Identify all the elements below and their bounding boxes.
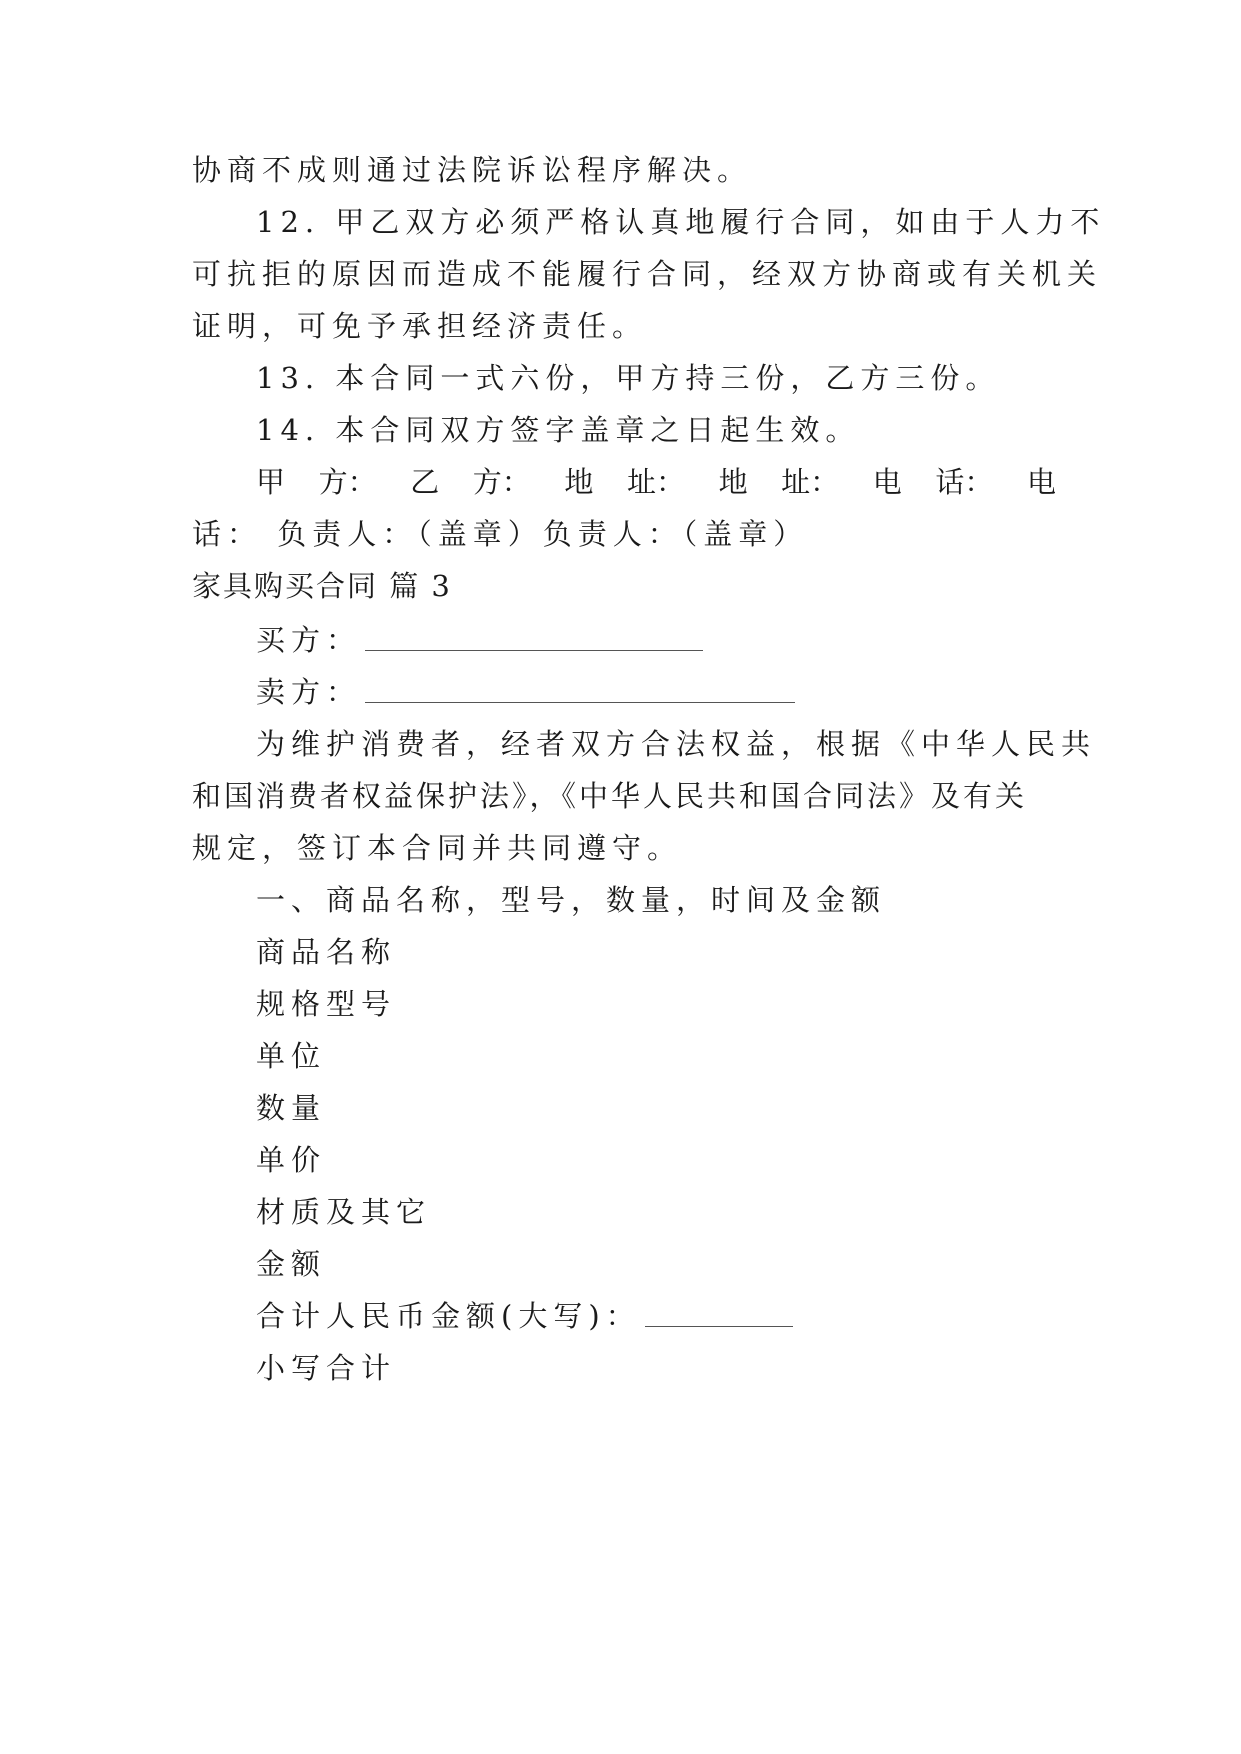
sign-token: 电	[1026, 465, 1056, 499]
intro-line-1: 为维护消费者，经者双方合法权益，根据《中华人民共	[256, 727, 1097, 761]
sign-token: 甲	[256, 465, 286, 499]
paragraph-14: 14. 本合同双方签字盖章之日起生效。	[256, 413, 861, 447]
field-unit-price: 单价	[256, 1143, 327, 1177]
buyer-line	[256, 620, 703, 660]
paragraph-11-tail: 协商不成则通过法院诉讼程序解决。	[192, 153, 753, 187]
paragraph-12-line-1: 12. 甲乙双方必须严格认真地履行合同，如由于人力不	[256, 205, 1106, 239]
seller-label: 卖方：	[256, 675, 362, 709]
signature-line-2: 话： 负责人：（盖章）负责人：（盖章）	[192, 517, 809, 551]
clause-1-title: 一、商品名称，型号，数量，时间及金额	[256, 883, 887, 917]
field-unit: 单位	[256, 1039, 327, 1073]
field-quantity: 数量	[256, 1091, 327, 1125]
seller-blank	[365, 672, 795, 703]
seller-line	[256, 672, 795, 712]
paragraph-12-line-3: 证明，可免予承担经济责任。	[192, 309, 648, 343]
paragraph-12-line-2: 可抗拒的原因而造成不能履行合同，经双方协商或有关机关	[192, 257, 1103, 291]
sign-token: 地	[564, 465, 594, 499]
total-label: 合计人民币金额(大写)：	[256, 1299, 641, 1333]
field-material: 材质及其它	[256, 1195, 432, 1229]
intro-line-3: 规定，签订本合同并共同遵守。	[192, 831, 683, 865]
signature-line-1	[256, 462, 1056, 502]
sign-token: 址：	[781, 465, 840, 499]
field-product-name: 商品名称	[256, 935, 397, 969]
sign-token: 电	[872, 465, 902, 499]
field-amount: 金额	[256, 1247, 327, 1281]
sign-token: 地	[718, 465, 748, 499]
subtotal-label: 小写合计	[256, 1351, 397, 1385]
field-spec-model: 规格型号	[256, 987, 397, 1021]
sign-token: 乙	[410, 465, 440, 499]
sign-token: 址：	[626, 465, 685, 499]
section-title: 家具购买合同 篇 3	[192, 569, 452, 603]
sign-token: 方：	[472, 465, 531, 499]
total-blank	[645, 1296, 793, 1327]
buyer-label: 买方：	[256, 623, 362, 657]
buyer-blank	[365, 620, 703, 651]
sign-token: 方：	[318, 465, 377, 499]
sign-token: 话：	[935, 465, 994, 499]
intro-line-2: 和国消费者权益保护法》，《中华人民共和国合同法》及有关	[192, 779, 1028, 813]
paragraph-13: 13. 本合同一式六份，甲方持三份，乙方三份。	[256, 361, 1001, 395]
total-line	[256, 1296, 793, 1336]
